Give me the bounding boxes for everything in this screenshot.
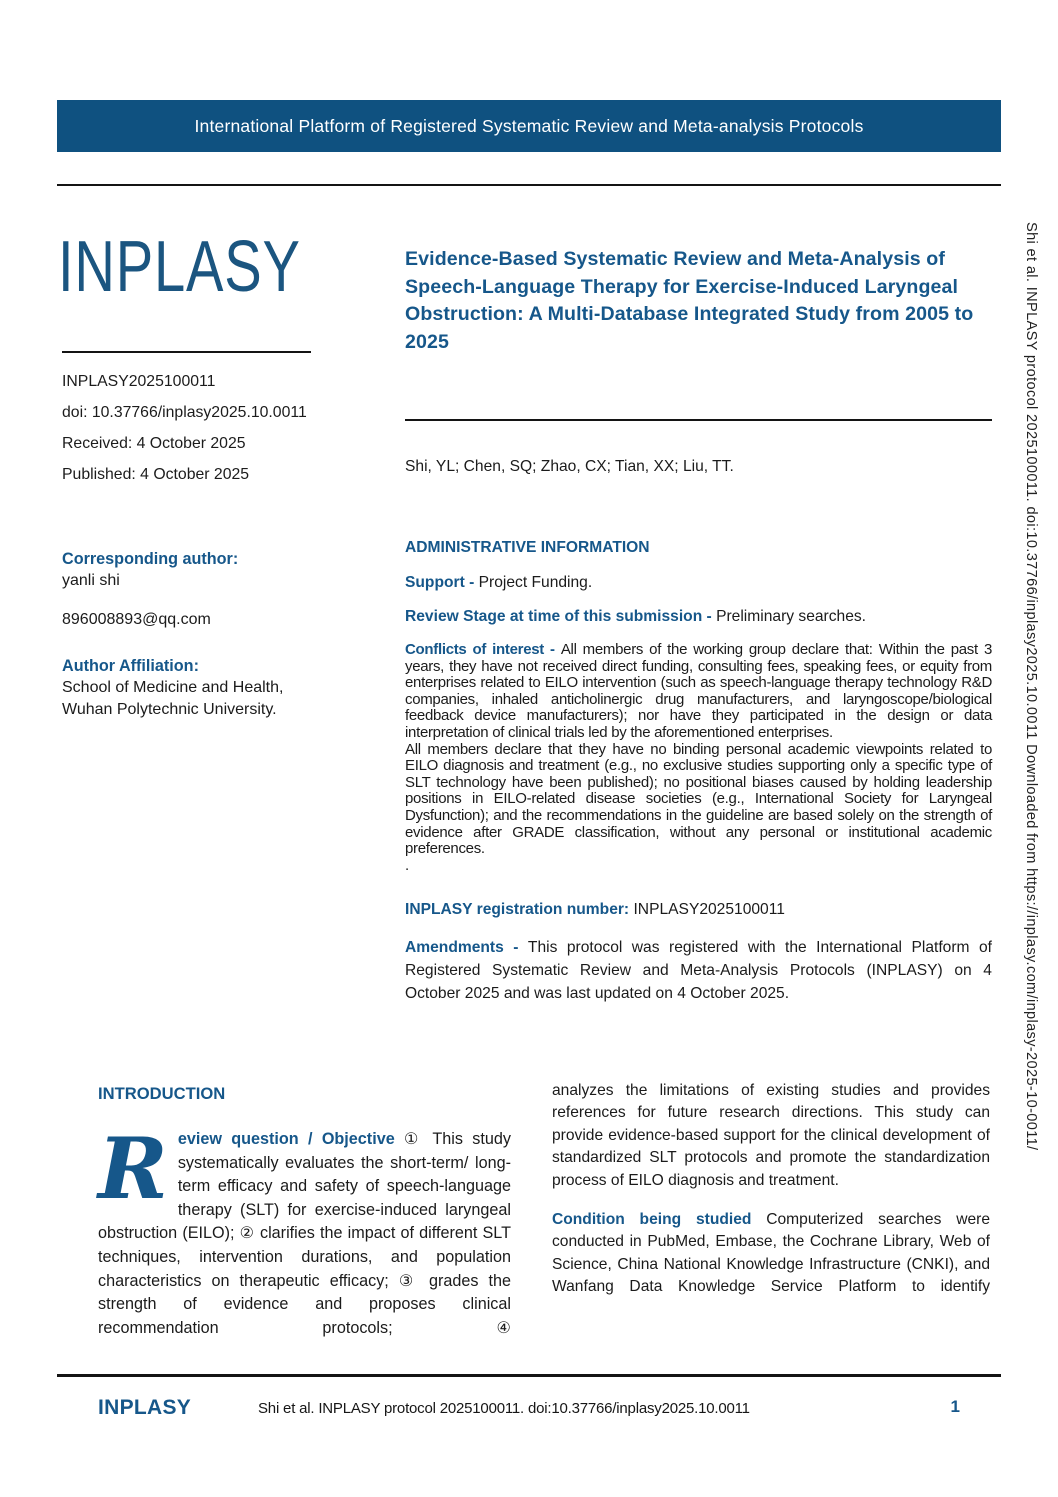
drop-cap: R: [98, 1119, 168, 1218]
page-title: Evidence-Based Systematic Review and Meta-Analysis of Speech-Language Therapy for Exercise-Induced Laryngeal Obstruction: A Multi-Database Integrated Study from 2005 to 2025: [405, 248, 974, 353]
amendments-label: Amendments -: [405, 939, 528, 957]
vertical-citation-strip: Shi et al. INPLASY protocol 2025100011. doi:10.37766/inplasy2025.10.0011 Downloaded from https://inplasy.com/inplasy-2025-10-0011/: [1023, 222, 1039, 1151]
support-value: Project Funding.: [478, 574, 593, 591]
amendments-text: This protocol was registered with the International Platform of Registered Systematic Review and Meta-Analysis Protocols (INPLASY) on 4 October 2025 and was last updated on 4 October 2025.: [405, 939, 992, 1003]
corresponding-author-block: [62, 548, 392, 721]
conflicts-label: Conflicts of interest -: [405, 641, 561, 658]
footer-logo: INPLASY: [98, 1396, 192, 1419]
review-stage-value: Preliminary searches.: [716, 608, 867, 625]
registration-number-value: INPLASY2025100011: [633, 901, 785, 919]
registration-number-line: [405, 901, 992, 919]
registration-id-line: INPLASY2025100011: [62, 373, 216, 390]
admin-section-heading: ADMINISTRATIVE INFORMATION: [405, 539, 650, 556]
platform-banner: [57, 100, 1001, 152]
affiliation-line-1: School of Medicine and Health,: [62, 679, 284, 696]
registration-number-label: INPLASY registration number:: [405, 901, 634, 919]
corresponding-author-name: yanli shi: [62, 572, 120, 589]
conflicts-paragraph-3: .: [405, 856, 409, 874]
metadata-block: [62, 372, 307, 496]
administrative-information-section: [405, 539, 992, 1005]
objective-continuation-paragraph: analyzes the limitations of existing studies and provides references for future research directions. This study can provide evidence-based support for the clinical development of standardized SLT protocols and promote the standardization process of EILO diagnosis and treatment.: [552, 1082, 990, 1189]
review-question-paragraph: [98, 1119, 511, 1340]
support-line: [405, 574, 992, 592]
page-footer: [0, 1392, 1058, 1432]
conflicts-paragraph-1: [405, 642, 992, 742]
received-date-line: Received: 4 October 2025: [62, 435, 246, 452]
top-divider: [57, 184, 1001, 186]
review-question-text: ① This study systematically evaluates the short-term/ long-term efficacy and safety of speech-language therapy (SLT) for exercise-induced laryngeal obstruction (EILO); ② clarifies the impact of different SLT techniques, intervention durations, and population characteristics on therapeutic efficacy; ③ grades the strength of evidence and proposes clinical recommendation protocols; ④: [98, 1130, 511, 1337]
review-stage-label: Review Stage at time of this submission -: [405, 608, 717, 625]
introduction-section: [98, 1085, 511, 1340]
affiliation-line-2: Wuhan Polytechnic University.: [62, 701, 277, 718]
support-label: Support -: [405, 574, 479, 591]
authors-line: Shi, YL; Chen, SQ; Zhao, CX; Tian, XX; Liu, TT.: [405, 458, 734, 475]
footer-citation: Shi et al. INPLASY protocol 2025100011. doi:10.37766/inplasy2025.10.0011: [258, 1400, 750, 1417]
doi-line: doi: 10.37766/inplasy2025.10.0011: [62, 404, 307, 421]
introduction-heading: INTRODUCTION: [98, 1084, 226, 1103]
inplasy-logo: INPLASY: [58, 227, 301, 307]
corresponding-author-email: 896008893@qq.com: [62, 611, 211, 628]
condition-label: Condition being studied: [552, 1211, 752, 1229]
introduction-continuation-column: [552, 1080, 990, 1299]
conflicts-paragraph-2: All members declare that they have no binding personal academic viewpoints related to EILO diagnosis and treatment (e.g., no exclusive studies supporting only a specific type of SLT technology have been published); no positional biases caused by holding leadership positions in EILO-related disease societies (e.g., International Society for Laryngeal Dysfunction); and the recommendations in the guideline are based solely on the strength of evidence after GRADE classification, without any personal or institutional academic preferences.: [405, 740, 992, 858]
condition-paragraph: [552, 1209, 990, 1299]
conflicts-text-1: All members of the working group declare that: Within the past 3 years, they have not received direct funding, consulting fees, speaking fees, or equity from enterprises related to EILO intervention (such as speech-language therapy technology R&D companies, inhaled anticholinergic drug manufacturers, and laryngoscope/biological feedback device manufacturers); nor have they participated in the design or data interpretation of clinical trials led by the aforementioned enterprises.: [405, 641, 992, 741]
platform-banner-title: International Platform of Registered Systematic Review and Meta-analysis Protocols: [194, 115, 864, 136]
footer-divider: [57, 1374, 1001, 1377]
published-date-line: Published: 4 October 2025: [62, 466, 250, 483]
corresponding-author-label: Corresponding author:: [62, 550, 239, 568]
review-question-label: eview question / Objective: [177, 1130, 395, 1148]
affiliation-label: Author Affiliation:: [62, 657, 199, 675]
condition-text: Computerized searches were conducted in PubMed, Embase, the Cochrane Library, Web of Science, China National Knowledge Infrastructure (CNKI), and Wanfang Data Knowledge Service Platform to identify: [552, 1211, 990, 1296]
page-number: 1: [950, 1397, 960, 1416]
review-stage-line: [405, 608, 992, 626]
amendments-paragraph: [405, 936, 992, 1005]
title-divider: [405, 419, 992, 421]
logo-divider: [62, 351, 311, 353]
